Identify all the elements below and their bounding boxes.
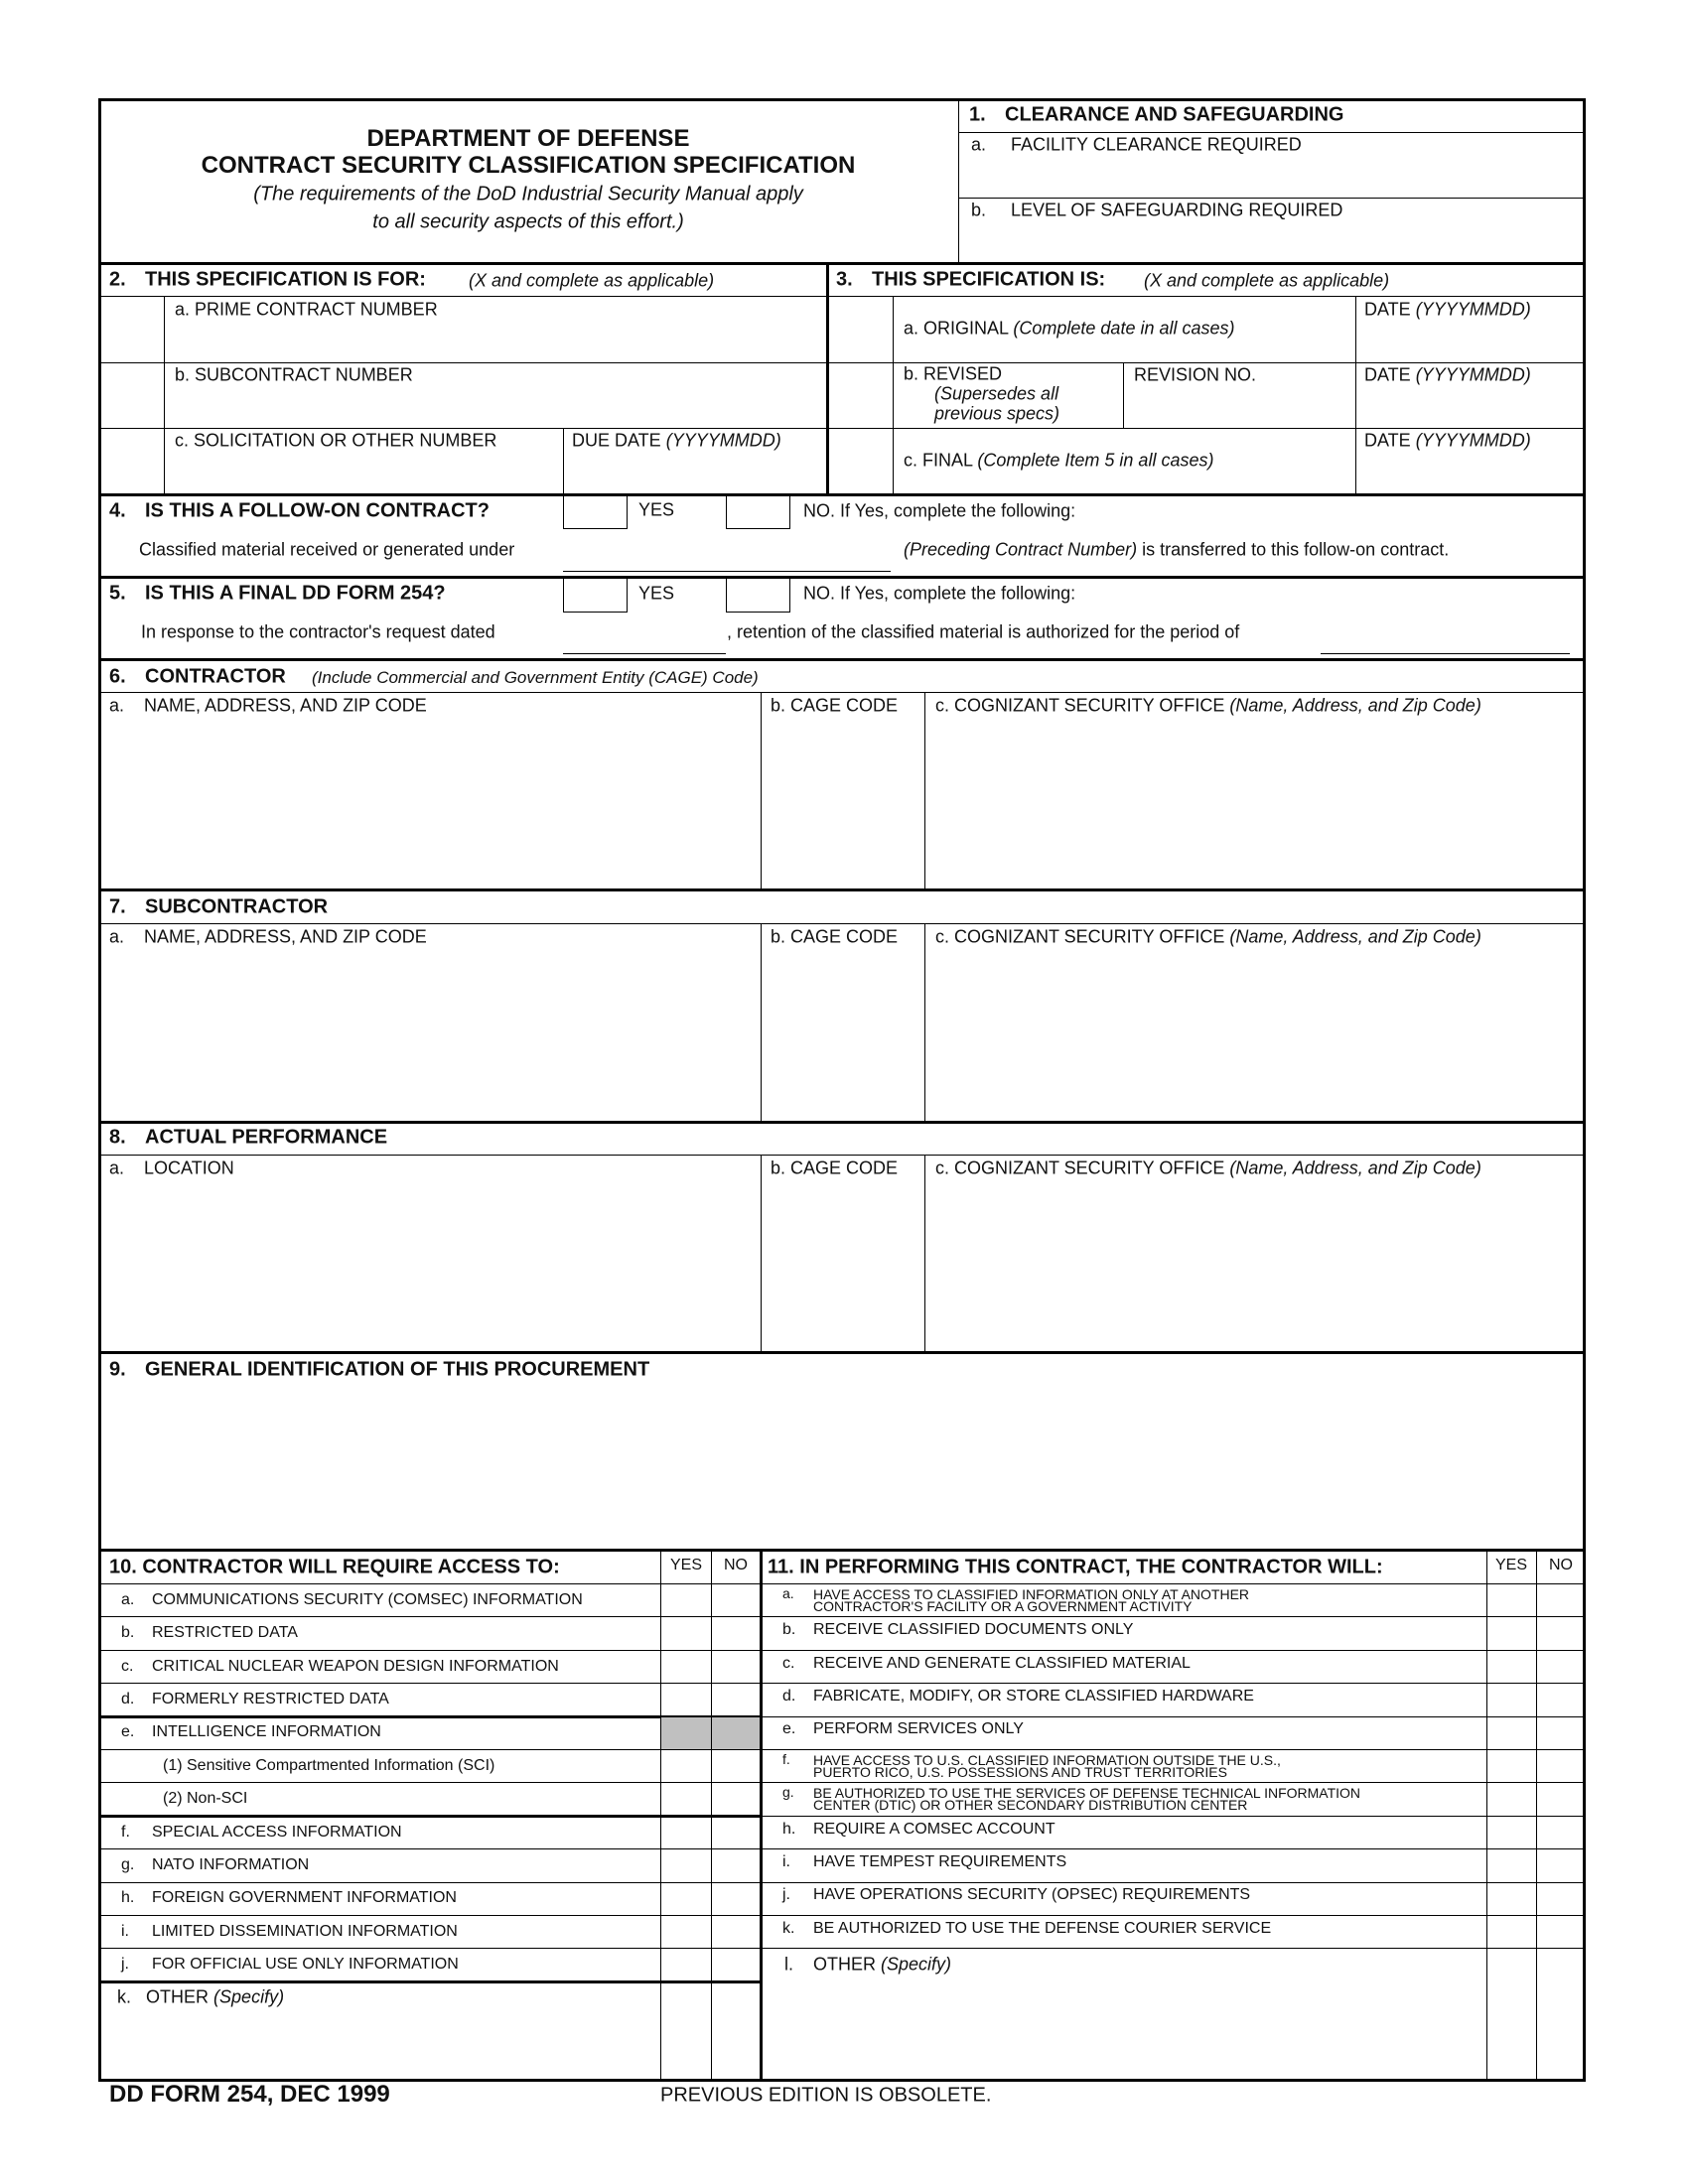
performance-cage-field[interactable] bbox=[762, 1182, 923, 1351]
divider bbox=[98, 1549, 1586, 1552]
s10-item-letter: d. bbox=[121, 1690, 135, 1707]
s3-number: 3. bbox=[836, 268, 853, 291]
s11-item-letter: a. bbox=[782, 1584, 794, 1601]
s6-heading: CONTRACTOR bbox=[145, 665, 286, 688]
row-divider bbox=[761, 1616, 1586, 1617]
s10-item-label: (1) Sensitive Compartmented Information (SCI) bbox=[163, 1756, 495, 1774]
divider bbox=[98, 923, 1586, 924]
subcontract-label: b. SUBCONTRACT NUMBER bbox=[175, 364, 413, 385]
s11-yes-checkbox[interactable] bbox=[1487, 1817, 1536, 1848]
s11-item-letter: h. bbox=[782, 1820, 796, 1838]
s10-item-label: FORMERLY RESTRICTED DATA bbox=[152, 1690, 389, 1707]
s8-heading: ACTUAL PERFORMANCE bbox=[145, 1126, 388, 1149]
s11-yes-checkbox[interactable] bbox=[1487, 1717, 1536, 1749]
s11-no-checkbox[interactable] bbox=[1537, 1849, 1585, 1881]
s8b-label: b. CAGE CODE bbox=[771, 1158, 899, 1178]
s11-item-letter: c. bbox=[782, 1654, 795, 1672]
divider bbox=[98, 1121, 1586, 1124]
form-title: CONTRACT SECURITY CLASSIFICATION SPECIFICATION bbox=[201, 152, 856, 179]
performance-cso-field[interactable] bbox=[925, 1182, 1585, 1351]
s10-heading: 10. CONTRACTOR WILL REQUIRE ACCESS TO: bbox=[109, 1556, 560, 1578]
divider bbox=[98, 493, 1586, 496]
original-hint: (Complete date in all cases) bbox=[1013, 318, 1235, 339]
row-divider bbox=[761, 1782, 1586, 1783]
prime-contract-field[interactable] bbox=[165, 323, 826, 362]
s11-item-letter: k. bbox=[782, 1919, 795, 1937]
s10-yes-checkbox[interactable] bbox=[661, 1916, 711, 1948]
s5-yes-checkbox[interactable] bbox=[563, 579, 628, 613]
header-note-2: to all security aspects of this effort.) bbox=[372, 210, 684, 233]
s10-yes-cell-shaded bbox=[661, 1717, 711, 1749]
row-divider bbox=[761, 1650, 1586, 1651]
cso-hint: (Name, Address, and Zip Code) bbox=[1229, 1158, 1481, 1178]
s6a-label: a. NAME, ADDRESS, AND ZIP CODE bbox=[109, 695, 427, 716]
s10-item-letter: g. bbox=[121, 1855, 135, 1873]
s10-no-cell-shaded bbox=[712, 1717, 760, 1749]
s10-no-checkbox[interactable] bbox=[712, 1949, 760, 1980]
revised-label: b. REVISED bbox=[904, 363, 1003, 384]
s10-yes-checkbox[interactable] bbox=[661, 1783, 711, 1815]
original-date-field[interactable] bbox=[1356, 324, 1585, 361]
s10-no-checkbox[interactable] bbox=[712, 1584, 760, 1616]
date-format: (YYYYMMDD) bbox=[1415, 299, 1531, 320]
s10-yes-checkbox[interactable] bbox=[661, 1849, 711, 1881]
s10-item-label: (2) Non-SCI bbox=[163, 1790, 248, 1808]
s11-item-label: BE AUTHORIZED TO USE THE SERVICES OF DEFENSE TECHNICAL INFORMATION bbox=[813, 1785, 1361, 1802]
s10-item-label: NATO INFORMATION bbox=[152, 1855, 310, 1873]
s9-number: 9. bbox=[109, 1358, 126, 1381]
s11-item-label: HAVE ACCESS TO CLASSIFIED INFORMATION ONLY AT ANOTHER bbox=[813, 1585, 1250, 1602]
s10-item-label: RESTRICTED DATA bbox=[152, 1624, 298, 1642]
s11-yes-checkbox[interactable] bbox=[1487, 1916, 1536, 1948]
s5-yes-label: YES bbox=[638, 583, 675, 604]
row-divider bbox=[761, 1683, 1586, 1684]
facility-clearance-field[interactable] bbox=[959, 159, 1585, 197]
s11-item-letter: e. bbox=[782, 1720, 796, 1738]
s11-yes-checkbox[interactable] bbox=[1487, 1849, 1536, 1881]
s6c-label bbox=[935, 696, 1481, 717]
date-label-revised bbox=[1364, 365, 1531, 386]
s10-yes-checkbox[interactable] bbox=[661, 1750, 711, 1782]
retention-period-field[interactable] bbox=[1321, 623, 1570, 654]
s3b-checkbox[interactable] bbox=[829, 363, 893, 428]
s10-no-checkbox[interactable] bbox=[712, 1817, 760, 1848]
s11-item-label: REQUIRE A COMSEC ACCOUNT bbox=[813, 1820, 1055, 1838]
original-text: a. ORIGINAL bbox=[904, 318, 1009, 339]
s10-no-checkbox[interactable] bbox=[712, 1883, 760, 1915]
s11-item-letter: f. bbox=[782, 1750, 790, 1767]
s10-no-checkbox[interactable] bbox=[712, 1849, 760, 1881]
s11-no-checkbox[interactable] bbox=[1537, 1883, 1585, 1915]
s8c-label bbox=[935, 1159, 1481, 1179]
row-divider bbox=[761, 1749, 1586, 1750]
s10k-text: OTHER bbox=[146, 1986, 210, 2007]
s5-no-label: NO. If Yes, complete the following: bbox=[803, 583, 1076, 604]
due-date-text: DUE DATE bbox=[572, 430, 661, 451]
cso-text: c. COGNIZANT SECURITY OFFICE bbox=[935, 1158, 1225, 1178]
s2b-checkbox[interactable] bbox=[99, 363, 164, 428]
final-label bbox=[904, 451, 1213, 472]
s10-yes-checkbox[interactable] bbox=[661, 1949, 711, 1980]
s8-number: 8. bbox=[109, 1126, 126, 1149]
s10-item-letter: e. bbox=[121, 1723, 135, 1741]
s10-item-letter: a. bbox=[121, 1590, 135, 1608]
s10-item-label: COMMUNICATIONS SECURITY (COMSEC) INFORMATION bbox=[152, 1590, 583, 1608]
due-date-field[interactable] bbox=[564, 455, 826, 494]
revision-no-label: REVISION NO. bbox=[1134, 364, 1257, 385]
s11-item-label: RECEIVE AND GENERATE CLASSIFIED MATERIAL bbox=[813, 1654, 1191, 1672]
cso-hint: (Name, Address, and Zip Code) bbox=[1229, 926, 1481, 947]
s10-yes-checkbox[interactable] bbox=[661, 1684, 711, 1715]
s11-no-checkbox[interactable] bbox=[1537, 1750, 1585, 1782]
s11-item-label: HAVE ACCESS TO U.S. CLASSIFIED INFORMATION OUTSIDE THE U.S., bbox=[813, 1751, 1281, 1768]
date-text: DATE bbox=[1364, 299, 1411, 320]
s11l-hint: (Specify) bbox=[881, 1954, 952, 1975]
date-text: DATE bbox=[1364, 430, 1411, 451]
s10k-letter: k. bbox=[117, 1986, 132, 2007]
s1-heading: CLEARANCE AND SAFEGUARDING bbox=[1005, 103, 1344, 126]
row-divider bbox=[761, 1915, 1586, 1916]
preceding-contract-field[interactable] bbox=[563, 541, 891, 572]
due-date-label bbox=[572, 431, 781, 452]
divider bbox=[98, 888, 1586, 891]
s4-line-2 bbox=[904, 540, 1449, 561]
s4-number: 4. bbox=[109, 499, 126, 522]
due-date-format: (YYYYMMDD) bbox=[665, 430, 781, 451]
s10-item-letter: f. bbox=[121, 1823, 130, 1841]
s11-item-letter: i. bbox=[782, 1852, 790, 1870]
s4-line-2-text: is transferred to this follow-on contract. bbox=[1137, 539, 1450, 560]
s7-heading: SUBCONTRACTOR bbox=[145, 895, 329, 918]
s2a-checkbox[interactable] bbox=[99, 297, 164, 362]
s11-yes-checkbox[interactable] bbox=[1487, 1617, 1536, 1649]
s10k-hint: (Specify) bbox=[213, 1986, 285, 2007]
s10-yes-checkbox[interactable] bbox=[661, 1883, 711, 1915]
solicitation-field[interactable] bbox=[165, 455, 562, 494]
divider bbox=[98, 1351, 1586, 1354]
s11l-text: OTHER bbox=[813, 1954, 877, 1975]
final-text: c. FINAL bbox=[904, 450, 973, 471]
s7b-label: b. CAGE CODE bbox=[771, 926, 899, 947]
final-date-field[interactable] bbox=[1356, 455, 1585, 492]
row-divider bbox=[761, 1948, 1586, 1949]
s4-heading: IS THIS A FOLLOW-ON CONTRACT? bbox=[145, 499, 490, 522]
divider bbox=[98, 1583, 1586, 1584]
s5-line-2: , retention of the classified material is authorized for the period of bbox=[727, 621, 1240, 642]
s10-item-letter: i. bbox=[121, 1922, 129, 1940]
s11-item-letter: j. bbox=[782, 1886, 790, 1904]
s4-no-checkbox[interactable] bbox=[726, 495, 790, 529]
divider bbox=[893, 296, 894, 494]
s11l-label bbox=[784, 1955, 951, 1976]
s11-item-label: PERFORM SERVICES ONLY bbox=[813, 1720, 1024, 1738]
revised-hint-2: previous specs) bbox=[934, 403, 1060, 424]
safeguarding-level-field[interactable] bbox=[959, 224, 1585, 262]
form-number: DD FORM 254, DEC 1999 bbox=[109, 2081, 390, 2108]
prime-contract-label: a. PRIME CONTRACT NUMBER bbox=[175, 299, 438, 320]
s2-heading: THIS SPECIFICATION IS FOR: bbox=[145, 268, 426, 291]
s10-item-label: FOREIGN GOVERNMENT INFORMATION bbox=[152, 1889, 457, 1907]
s4-yes-label: YES bbox=[638, 499, 675, 520]
s10-yes-checkbox[interactable] bbox=[661, 1584, 711, 1616]
final-hint: (Complete Item 5 in all cases) bbox=[977, 450, 1214, 471]
s11-no-checkbox[interactable] bbox=[1537, 1817, 1585, 1848]
request-date-field[interactable] bbox=[563, 623, 726, 654]
s1-number: 1. bbox=[969, 103, 986, 126]
cso-hint: (Name, Address, and Zip Code) bbox=[1229, 695, 1481, 716]
subcontractor-cage-field[interactable] bbox=[762, 951, 923, 1120]
s4-no-label: NO. If Yes, complete the following: bbox=[803, 500, 1076, 521]
cso-text: c. COGNIZANT SECURITY OFFICE bbox=[935, 926, 1225, 947]
divider bbox=[98, 692, 1586, 693]
s11-yes-checkbox[interactable] bbox=[1487, 1750, 1536, 1782]
date-format: (YYYYMMDD) bbox=[1415, 430, 1531, 451]
s8a-label: a. LOCATION bbox=[109, 1158, 234, 1178]
s10-other-field[interactable] bbox=[99, 2011, 659, 2079]
divider bbox=[958, 132, 1586, 133]
s2-number: 2. bbox=[109, 268, 126, 291]
s4-line-1: Classified material received or generated under bbox=[139, 539, 515, 560]
s10-yes-checkbox[interactable] bbox=[661, 1817, 711, 1848]
s6-hint: (Include Commercial and Government Entity (CAGE) Code) bbox=[312, 668, 759, 687]
s11-yes-checkbox[interactable] bbox=[1487, 1651, 1536, 1683]
s3c-checkbox[interactable] bbox=[829, 429, 893, 494]
s11-item-label: BE AUTHORIZED TO USE THE DEFENSE COURIER SERVICE bbox=[813, 1919, 1272, 1937]
s1b-letter: b. bbox=[971, 200, 987, 220]
s5-no-checkbox[interactable] bbox=[726, 579, 790, 613]
s5-heading: IS THIS A FINAL DD FORM 254? bbox=[145, 582, 446, 605]
procurement-description-field[interactable] bbox=[99, 1386, 1585, 1549]
s11l-letter: l. bbox=[784, 1954, 793, 1975]
s1a-letter: a. bbox=[971, 134, 987, 155]
s10-yes-checkbox[interactable] bbox=[661, 1617, 711, 1649]
divider bbox=[98, 1155, 1586, 1156]
contractor-name-field[interactable] bbox=[99, 720, 760, 888]
s10k-label bbox=[117, 1987, 284, 2008]
s7-number: 7. bbox=[109, 895, 126, 918]
divider bbox=[98, 262, 1586, 265]
row-divider bbox=[761, 1716, 1586, 1717]
s11-item-letter: b. bbox=[782, 1621, 796, 1639]
s10-no-checkbox[interactable] bbox=[712, 1916, 760, 1948]
subcontractor-name-field[interactable] bbox=[99, 951, 760, 1120]
preceding-contract-hint: (Preceding Contract Number) bbox=[904, 539, 1138, 560]
s11-item-label-2: CENTER (DTIC) OR OTHER SECONDARY DISTRIBUTION CENTER bbox=[813, 1797, 1248, 1814]
s11-no-checkbox[interactable] bbox=[1537, 1783, 1585, 1815]
row-divider bbox=[761, 1882, 1586, 1883]
s10-item-letter: j. bbox=[121, 1956, 129, 1974]
revised-date-field[interactable] bbox=[1356, 389, 1585, 427]
row-divider bbox=[761, 1816, 1586, 1817]
s11-no-checkbox[interactable] bbox=[1537, 1584, 1585, 1616]
s11-no-header: NO bbox=[1549, 1557, 1573, 1573]
s11-yes-header: YES bbox=[1494, 1557, 1528, 1573]
s3a-checkbox[interactable] bbox=[829, 297, 893, 362]
s10-no-checkbox[interactable] bbox=[712, 1684, 760, 1715]
s10-item-label: CRITICAL NUCLEAR WEAPON DESIGN INFORMATION bbox=[152, 1657, 559, 1675]
s11-item-label-2: PUERTO RICO, U.S. POSSESSIONS AND TRUST TERRITORIES bbox=[813, 1763, 1227, 1780]
s11-item-label: HAVE OPERATIONS SECURITY (OPSEC) REQUIREMENTS bbox=[813, 1886, 1251, 1904]
s1b-label: LEVEL OF SAFEGUARDING REQUIRED bbox=[1011, 200, 1343, 220]
s2c-checkbox[interactable] bbox=[99, 429, 164, 494]
s1a-label: FACILITY CLEARANCE REQUIRED bbox=[1011, 134, 1302, 155]
s4-yes-checkbox[interactable] bbox=[563, 495, 628, 529]
s11-other-field[interactable] bbox=[763, 1979, 1485, 2078]
s3-heading: THIS SPECIFICATION IS: bbox=[872, 268, 1106, 291]
s11-yes-checkbox[interactable] bbox=[1487, 1783, 1536, 1815]
date-format: (YYYYMMDD) bbox=[1415, 364, 1531, 385]
obsolete-notice: PREVIOUS EDITION IS OBSOLETE. bbox=[660, 2084, 992, 2107]
s11-yes-checkbox[interactable] bbox=[1487, 1883, 1536, 1915]
s11-item-label-2: CONTRACTOR'S FACILITY OR A GOVERNMENT ACTIVITY bbox=[813, 1597, 1193, 1614]
s11-yes-checkbox[interactable] bbox=[1487, 1584, 1536, 1616]
s11-item-label: HAVE TEMPEST REQUIREMENTS bbox=[813, 1852, 1067, 1870]
s11-no-checkbox[interactable] bbox=[1537, 1651, 1585, 1683]
s11-no-checkbox[interactable] bbox=[1537, 1684, 1585, 1715]
dept-title: DEPARTMENT OF DEFENSE bbox=[366, 125, 690, 152]
s6-number: 6. bbox=[109, 665, 126, 688]
s3-hint: (X and complete as applicable) bbox=[1144, 270, 1390, 291]
s7a-label: a. NAME, ADDRESS, AND ZIP CODE bbox=[109, 926, 427, 947]
s5-number: 5. bbox=[109, 582, 126, 605]
header-note-1: (The requirements of the DoD Industrial Security Manual apply bbox=[253, 183, 803, 205]
s10-no-checkbox[interactable] bbox=[712, 1783, 760, 1815]
s5-line-1: In response to the contractor's request dated bbox=[141, 621, 495, 642]
s11-no-checkbox[interactable] bbox=[1537, 1717, 1585, 1749]
solicitation-label: c. SOLICITATION OR OTHER NUMBER bbox=[175, 430, 497, 451]
s11-no-checkbox[interactable] bbox=[1537, 1916, 1585, 1948]
s10-yes-header: YES bbox=[669, 1557, 703, 1573]
s9-heading: GENERAL IDENTIFICATION OF THIS PROCUREMENT bbox=[145, 1358, 650, 1381]
s10-item-label: FOR OFFICIAL USE ONLY INFORMATION bbox=[152, 1956, 459, 1974]
s10-no-checkbox[interactable] bbox=[712, 1651, 760, 1683]
s10-no-checkbox[interactable] bbox=[712, 1617, 760, 1649]
s10-item-letter: c. bbox=[121, 1657, 134, 1675]
s11-item-letter: g. bbox=[782, 1784, 794, 1801]
row-divider bbox=[761, 1848, 1586, 1849]
s11-no-checkbox[interactable] bbox=[1537, 1617, 1585, 1649]
performance-location-field[interactable] bbox=[99, 1182, 760, 1351]
contractor-cage-field[interactable] bbox=[762, 720, 923, 888]
divider bbox=[98, 658, 1586, 661]
divider bbox=[98, 576, 1586, 579]
s10-yes-checkbox[interactable] bbox=[661, 1651, 711, 1683]
cso-text: c. COGNIZANT SECURITY OFFICE bbox=[935, 695, 1225, 716]
s10-item-label: INTELLIGENCE INFORMATION bbox=[152, 1723, 381, 1741]
divider bbox=[958, 198, 1586, 199]
subcontract-field[interactable] bbox=[165, 388, 826, 428]
s11-yes-checkbox[interactable] bbox=[1487, 1684, 1536, 1715]
s2-hint: (X and complete as applicable) bbox=[469, 270, 715, 291]
s11-item-label: FABRICATE, MODIFY, OR STORE CLASSIFIED HARDWARE bbox=[813, 1687, 1254, 1705]
date-label-original bbox=[1364, 300, 1531, 321]
s10-item-letter: h. bbox=[121, 1889, 135, 1907]
s7c-label bbox=[935, 927, 1481, 948]
revision-no-field[interactable] bbox=[1124, 389, 1354, 427]
s10-item-letter: b. bbox=[121, 1624, 135, 1642]
revised-hint-1: (Supersedes all bbox=[934, 383, 1059, 404]
subcontractor-cso-field[interactable] bbox=[925, 951, 1585, 1120]
contractor-cso-field[interactable] bbox=[925, 720, 1585, 888]
s10-item-label: LIMITED DISSEMINATION INFORMATION bbox=[152, 1922, 458, 1940]
s10-no-header: NO bbox=[724, 1557, 748, 1573]
original-label bbox=[904, 319, 1235, 340]
s6b-label: b. CAGE CODE bbox=[771, 695, 899, 716]
date-label-final bbox=[1364, 431, 1531, 452]
s10-item-label: SPECIAL ACCESS INFORMATION bbox=[152, 1823, 402, 1841]
date-text: DATE bbox=[1364, 364, 1411, 385]
s11-item-label: RECEIVE CLASSIFIED DOCUMENTS ONLY bbox=[813, 1621, 1134, 1639]
s11-item-letter: d. bbox=[782, 1687, 796, 1705]
s10-no-checkbox[interactable] bbox=[712, 1750, 760, 1782]
s11-heading: 11. IN PERFORMING THIS CONTRACT, THE CONTRACTOR WILL: bbox=[768, 1556, 1383, 1578]
